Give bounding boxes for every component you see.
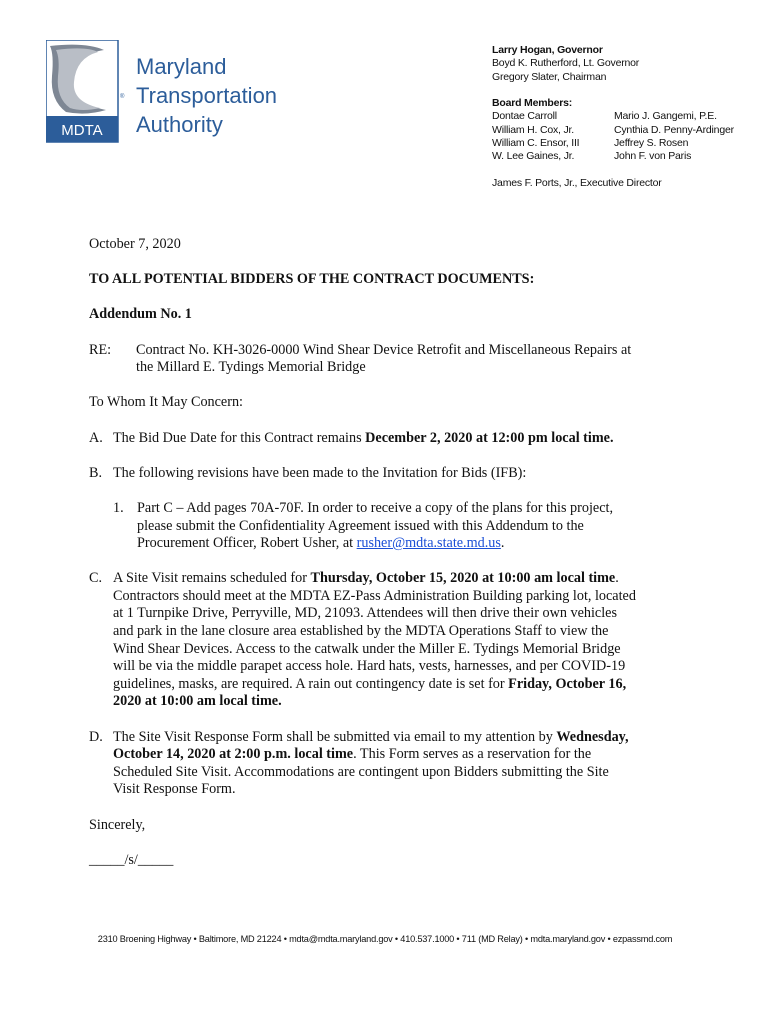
item-b-marker: B. <box>89 464 103 481</box>
board-member: W. Lee Gaines, Jr. <box>492 150 575 163</box>
item-c-period: . <box>615 570 619 587</box>
item-b <box>89 465 689 483</box>
item-d <box>89 729 689 799</box>
item-c <box>89 570 689 711</box>
item-b1-end: . <box>500 535 505 552</box>
item-d-marker: D. <box>89 728 103 745</box>
item-c-line-6: will be via the middle parapet access hole. Hard hats, vests, harnesses, and per COVID-19 <box>113 658 626 675</box>
item-d-line-4: Visit Response Form. <box>113 781 236 798</box>
rain-date-time: 2020 at 10:00 am local time. <box>113 693 282 710</box>
board-member: Cynthia D. Penny-Ardinger <box>614 123 734 136</box>
item-b1-line-1: Part C – Add pages 70A-70F. In order to receive a copy of the plans for this project, <box>137 499 613 516</box>
mdta-logo <box>46 40 296 144</box>
re-subject-line-2: the Millard E. Tydings Memorial Bridge <box>136 359 366 376</box>
board-heading: Board Members: <box>492 97 573 109</box>
board-member: William H. Cox, Jr. <box>492 123 574 136</box>
item-b1-marker: 1. <box>113 499 124 516</box>
closing: Sincerely, <box>89 816 146 833</box>
logo-line-1: Maryland <box>136 54 227 79</box>
official-chairman: Gregory Slater, Chairman <box>492 70 607 83</box>
svg-text:MDTA: MDTA <box>61 122 103 139</box>
item-c-line-5: Wind Shear Devices. Access to the catwalk under the Miller E. Tydings Memorial Bridge <box>113 640 621 657</box>
signature: _____/s/_____ <box>89 851 174 868</box>
item-a-text: The Bid Due Date for this Contract remains <box>113 429 366 446</box>
logo-wordmark <box>136 52 277 139</box>
site-visit-date: Thursday, October 15, 2020 at 10:00 am local time <box>310 570 616 587</box>
letter-body <box>89 236 689 869</box>
item-d-line-2: . This Form serves as a reservation for the <box>353 746 592 763</box>
item-c-line-3: at 1 Turnpike Drive, Perryville, MD, 21093. Attendees will then drive their own vehicles <box>113 605 617 622</box>
item-c-line-7: guidelines, masks, are required. A rain out contingency date is set for <box>113 675 509 692</box>
item-c-marker: C. <box>89 570 103 587</box>
officials-block <box>492 44 639 84</box>
re-label: RE: <box>89 341 112 358</box>
board-member: William C. Ensor, III <box>492 136 580 149</box>
response-day: Wednesday, <box>556 728 629 745</box>
item-d-line-3: Scheduled Site Visit. Accommodations are contingent upon Bidders submitting the Site <box>113 763 609 780</box>
footer-contact: 2310 Broening Highway • Baltimore, MD 21224 • mdta@mdta.maryland.gov • 410.537.1000 • 711 (MD Relay) • mdta.maryland.gov • ezpassmd.com <box>97 934 673 944</box>
rain-date: Friday, October 16, <box>508 675 627 692</box>
official-governor: Larry Hogan, Governor <box>492 44 603 56</box>
bid-due-date: December 2, 2020 at 12:00 pm local time. <box>365 429 614 446</box>
board-member: Mario J. Gangemi, P.E. <box>614 110 717 123</box>
item-c-line-4: and park in the lane closure area established by the MDTA Operations Staff to view the <box>113 623 609 640</box>
logo-line-2: Transportation <box>136 83 278 108</box>
board-members <box>492 97 734 163</box>
letter-date: October 7, 2020 <box>89 236 181 252</box>
official-lt-governor: Boyd K. Rutherford, Lt. Governor <box>492 57 640 70</box>
executive-director: James F. Ports, Jr., Executive Director <box>492 177 662 189</box>
logo-line-3: Authority <box>136 112 223 137</box>
re-line <box>89 342 689 377</box>
item-b1 <box>89 500 689 553</box>
item-c-text: A Site Visit remains scheduled for <box>113 570 311 587</box>
re-subject-line-1: Contract No. KH-3026-0000 Wind Shear Device Retrofit and Miscellaneous Repairs at <box>136 341 632 358</box>
item-c-line-2: Contractors should meet at the MDTA EZ-Pass Administration Building parking lot, located <box>113 587 636 604</box>
addendum-number: Addendum No. 1 <box>89 306 192 323</box>
mdta-road-emblem-icon <box>46 40 126 144</box>
board-member: Dontae Carroll <box>492 110 557 123</box>
letter-recipient: TO ALL POTENTIAL BIDDERS OF THE CONTRACT DOCUMENTS: <box>89 271 535 288</box>
item-b1-line-3: Procurement Officer, Robert Usher, at <box>137 535 357 552</box>
svg-text:®: ® <box>120 94 125 100</box>
board-member: John F. von Paris <box>614 150 692 163</box>
item-a-marker: A. <box>89 429 103 446</box>
item-a <box>89 430 689 448</box>
response-deadline: October 14, 2020 at 2:00 p.m. local time <box>113 746 354 763</box>
item-d-text: The Site Visit Response Form shall be submitted via email to my attention by <box>113 728 557 745</box>
procurement-email-link[interactable]: rusher@mdta.state.md.us <box>356 535 501 552</box>
board-member: Jeffrey S. Rosen <box>614 136 689 149</box>
salutation: To Whom It May Concern: <box>89 394 243 411</box>
item-b-text: The following revisions have been made to the Invitation for Bids (IFB): <box>113 464 527 481</box>
item-b1-line-2: please submit the Confidentiality Agreement issued with this Addendum to the <box>137 517 584 534</box>
